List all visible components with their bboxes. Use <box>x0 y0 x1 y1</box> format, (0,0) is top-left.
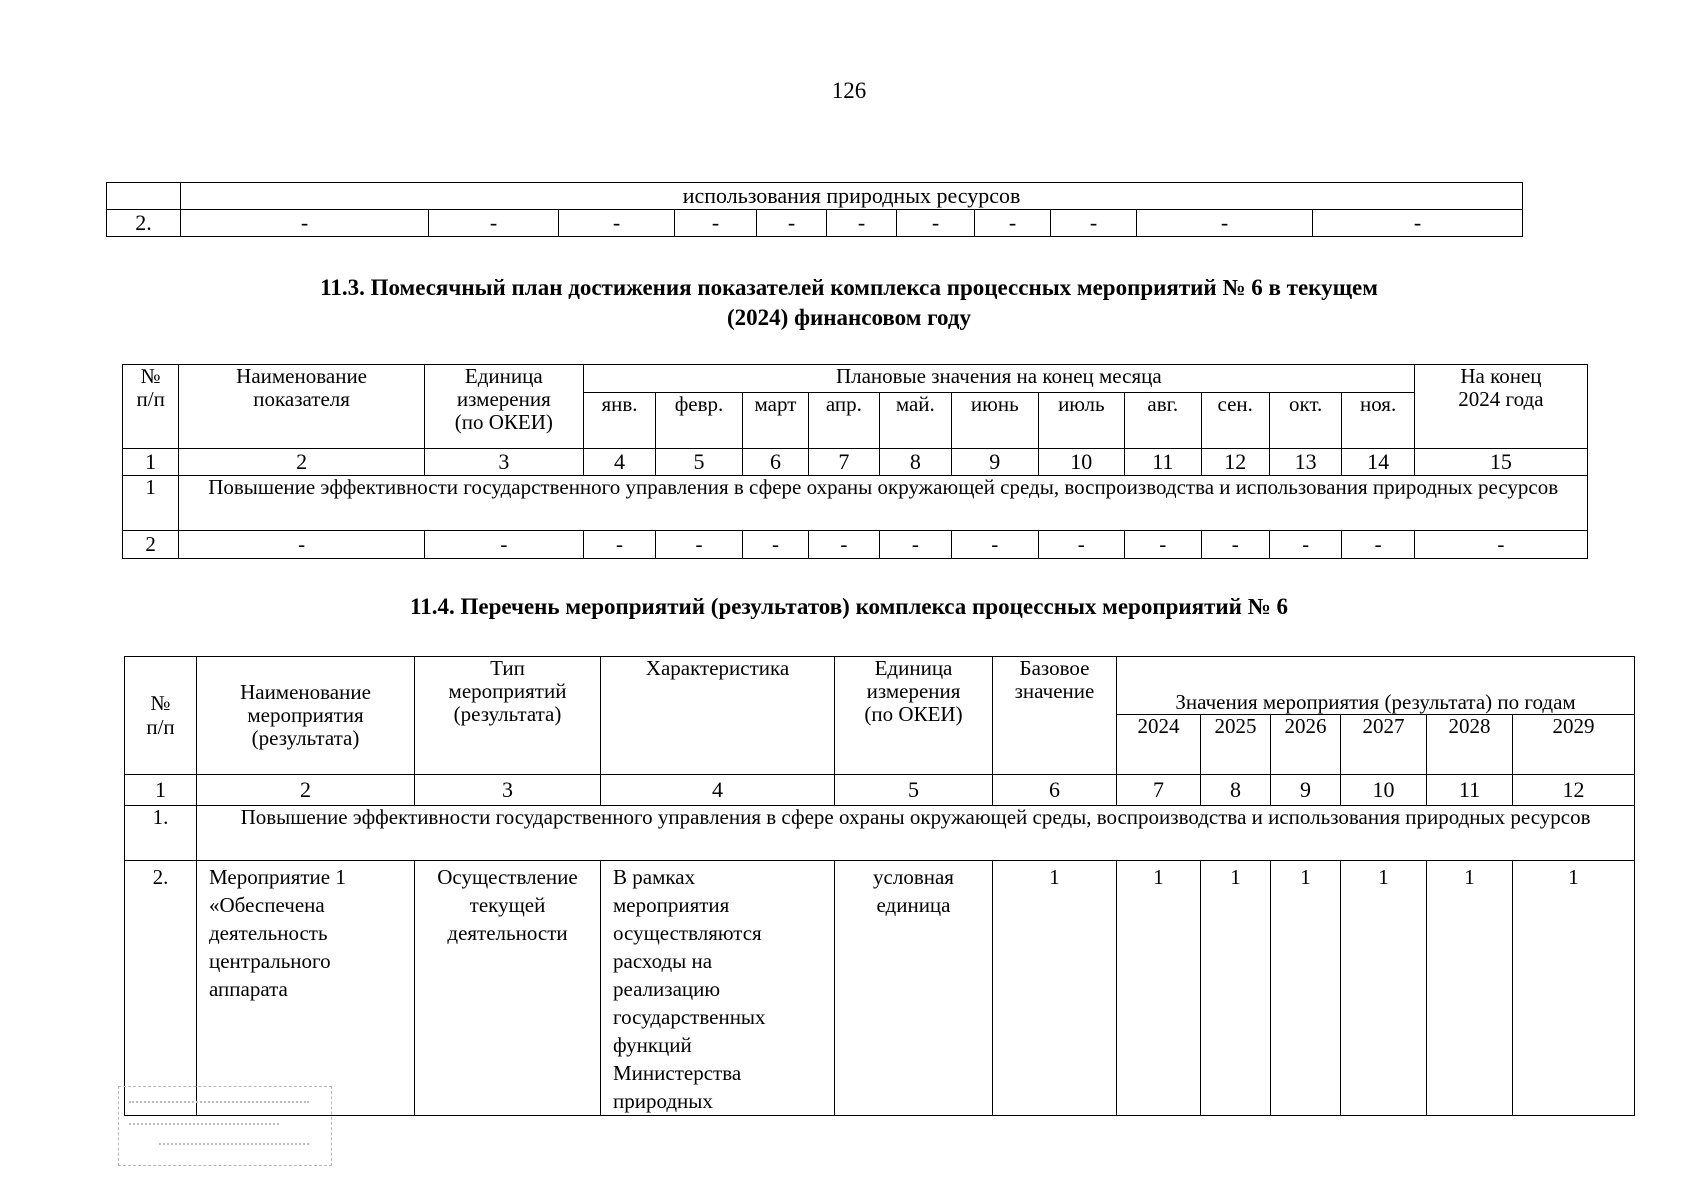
column-number: 3 <box>415 775 601 806</box>
column-number: 3 <box>424 449 583 476</box>
header-num: № п/п <box>125 657 197 775</box>
header-base-value: Базовое значение <box>993 657 1117 775</box>
cell-dash: - <box>952 531 1039 559</box>
row-number: 2. <box>107 210 181 237</box>
cell-dash: - <box>975 210 1051 237</box>
cell-dash: - <box>675 210 757 237</box>
cell-dash: - <box>879 531 951 559</box>
cell-dash: - <box>559 210 675 237</box>
header-indicator-name: Наименование показателя <box>179 365 425 449</box>
cell-dash: - <box>656 531 743 559</box>
column-number: 2 <box>179 449 425 476</box>
column-number: 7 <box>809 449 879 476</box>
header-month: июнь <box>952 393 1039 449</box>
cell-dash: - <box>1313 210 1523 237</box>
column-number: 6 <box>742 449 808 476</box>
cell-dash: - <box>1269 531 1341 559</box>
header-year: 2026 <box>1271 715 1341 775</box>
column-number: 12 <box>1513 775 1635 806</box>
cell-dash: - <box>1137 210 1313 237</box>
column-number: 5 <box>656 449 743 476</box>
item-activity-type: Осуществление текущей деятельности <box>415 861 601 1116</box>
column-number: 14 <box>1342 449 1414 476</box>
header-characteristic: Характеристика <box>601 657 835 775</box>
header-month: февр. <box>656 393 743 449</box>
section-11-3-title-line-2: (2024) финансовом году <box>727 305 971 330</box>
cell-dash: - <box>897 210 975 237</box>
header-year: 2024 <box>1117 715 1201 775</box>
header-end-of-year: На конец 2024 года <box>1414 365 1587 449</box>
header-num: № п/п <box>123 365 179 449</box>
column-number: 4 <box>583 449 655 476</box>
header-month: март <box>742 393 808 449</box>
header-unit: Единица измерения (по ОКЕИ) <box>835 657 993 775</box>
header-year: 2029 <box>1513 715 1635 775</box>
item-unit: условная единица <box>835 861 993 1116</box>
cell-dash: - <box>1038 531 1125 559</box>
item-row-number: 2. <box>125 861 197 1116</box>
section-11-3-title-line-1: 11.3. Помесячный план достижения показателей комплекса процессных мероприятий № 6 в текущем <box>320 275 1378 300</box>
item-year-value: 1 <box>1341 861 1427 1116</box>
cell-dash: - <box>179 531 425 559</box>
item-base-value: 1 <box>993 861 1117 1116</box>
header-year: 2028 <box>1427 715 1513 775</box>
header-year: 2025 <box>1201 715 1271 775</box>
section-row-number: 1. <box>125 806 197 861</box>
continuation-table <box>106 182 1523 237</box>
header-month: сен. <box>1201 393 1269 449</box>
cell-dash: - <box>742 531 808 559</box>
item-characteristic: В рамках мероприятия осуществляются расходы на реализацию государственных функций Министерства природных <box>601 861 835 1116</box>
column-number: 1 <box>125 775 197 806</box>
column-number: 2 <box>197 775 415 806</box>
cell-dash: - <box>757 210 827 237</box>
column-number: 9 <box>1271 775 1341 806</box>
item-year-value: 1 <box>1513 861 1635 1116</box>
cell-dash: - <box>809 531 879 559</box>
column-number: 12 <box>1201 449 1269 476</box>
column-number: 9 <box>952 449 1039 476</box>
column-number: 5 <box>835 775 993 806</box>
header-month: май. <box>879 393 951 449</box>
activities-table <box>124 656 1635 1116</box>
cell-dash: - <box>827 210 897 237</box>
item-year-value: 1 <box>1201 861 1271 1116</box>
cell-dash: - <box>1051 210 1137 237</box>
item-year-value: 1 <box>1427 861 1513 1116</box>
column-number: 11 <box>1125 449 1201 476</box>
stamp-image <box>118 1086 332 1166</box>
column-number: 8 <box>879 449 951 476</box>
header-month: ноя. <box>1342 393 1414 449</box>
header-month: июль <box>1038 393 1125 449</box>
section-row-text: Повышение эффективности государственного управления в сфере охраны окружающей среды, воспроизводства и использования природных ресурсов <box>179 476 1588 531</box>
row-number: 2 <box>123 531 179 559</box>
header-planned-values: Плановые значения на конец месяца <box>583 365 1414 393</box>
header-month: янв. <box>583 393 655 449</box>
empty-cell <box>107 183 181 210</box>
section-11-4-title: 11.4. Перечень мероприятий (результатов) комплекса процессных мероприятий № 6 <box>409 594 1289 619</box>
column-number: 6 <box>993 775 1117 806</box>
header-values-by-year: Значения мероприятия (результата) по годам <box>1117 657 1635 715</box>
header-month: окт. <box>1269 393 1341 449</box>
column-number: 10 <box>1341 775 1427 806</box>
header-year: 2027 <box>1341 715 1427 775</box>
cell-dash: - <box>429 210 559 237</box>
header-month: авг. <box>1125 393 1201 449</box>
column-number: 8 <box>1201 775 1271 806</box>
section-row-text: Повышение эффективности государственного управления в сфере охраны окружающей среды, воспроизводства и использования природных ресурсов <box>197 806 1635 861</box>
cell-dash: - <box>1125 531 1201 559</box>
column-number: 15 <box>1414 449 1587 476</box>
column-number: 7 <box>1117 775 1201 806</box>
monthly-plan-table <box>122 364 1588 559</box>
cell-dash: - <box>181 210 429 237</box>
column-number: 10 <box>1038 449 1125 476</box>
header-activity-name: Наименование мероприятия (результата) <box>197 657 415 775</box>
item-activity-name: Мероприятие 1 «Обеспечена деятельность центрального аппарата <box>197 861 415 1116</box>
page-number: 126 <box>831 78 867 103</box>
header-month: апр. <box>809 393 879 449</box>
column-number: 11 <box>1427 775 1513 806</box>
header-activity-type: Тип мероприятий (результата) <box>415 657 601 775</box>
cell-dash: - <box>583 531 655 559</box>
column-number: 1 <box>123 449 179 476</box>
continuation-text: использования природных ресурсов <box>181 183 1523 210</box>
cell-dash: - <box>424 531 583 559</box>
section-row-number: 1 <box>123 476 179 531</box>
item-year-value: 1 <box>1271 861 1341 1116</box>
cell-dash: - <box>1414 531 1587 559</box>
column-number: 13 <box>1269 449 1341 476</box>
header-unit: Единица измерения (по ОКЕИ) <box>424 365 583 449</box>
cell-dash: - <box>1201 531 1269 559</box>
column-number: 4 <box>601 775 835 806</box>
cell-dash: - <box>1342 531 1414 559</box>
item-year-value: 1 <box>1117 861 1201 1116</box>
